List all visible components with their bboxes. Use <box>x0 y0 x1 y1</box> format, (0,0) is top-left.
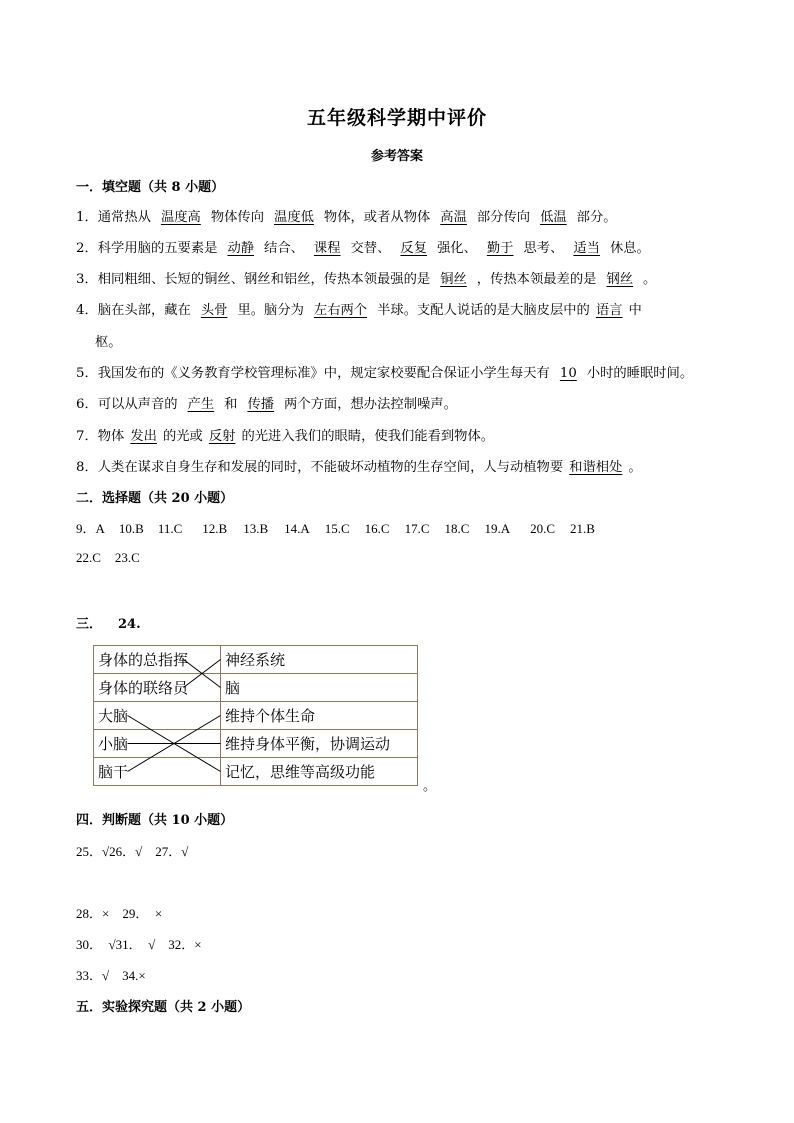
question-5: 5．我国发布的《义务教育学校管理标准》中，规定家校要配合保证小学生每天有 10 小时的睡眠时间。 <box>76 366 694 381</box>
question-3: 3．相同粗细、长短的铜丝、钢丝和铝丝，传热本领最强的是 铜丝 ，传热本领最差的是 钢丝 。 <box>76 268 656 287</box>
mcq-answer: 12.B <box>202 521 228 536</box>
mcq-answer: 21.B <box>570 521 595 536</box>
question-4: 4．脑在头部，藏在 头骨 里。脑分为 左右两个 半球。支配人说话的是大脑皮层中的 语言 中 <box>76 299 642 318</box>
answer-blank: 反射 <box>208 429 236 444</box>
answer-blank: 课程 <box>313 241 341 256</box>
judge-answers-line-4: 33．√ 34.× <box>76 968 146 983</box>
matching-right-cell: 脑 <box>221 674 418 702</box>
question-2: 2．科学用脑的五要素是 动静 结合、 课程 交替、 反复 强化、 勤于 思考、 适当 休息。 <box>76 237 650 256</box>
section-3-heading: 三． 24. <box>76 617 141 632</box>
matching-lines <box>93 645 423 787</box>
mcq-answer: 10.B <box>118 521 144 536</box>
answer-blank: 和谐相处 <box>569 460 623 475</box>
mcq-answer: 22.C <box>76 550 101 565</box>
answer-blank: 适当 <box>573 241 600 256</box>
answer-blank: 产生 <box>187 397 215 412</box>
mcq-answer: 19.A <box>484 521 511 536</box>
section-4-heading: 四．判断题（共 10 小题） <box>76 813 234 828</box>
mcq-answers-row-2 <box>76 550 140 566</box>
answer-blank: 温度高 <box>160 210 201 225</box>
matching-left-cell: 身体的联络员 <box>94 674 221 702</box>
answer-blank: 铜丝 <box>440 272 467 287</box>
answer-blank: 头骨 <box>200 303 228 318</box>
section-1-heading: 一．填空题（共 8 小题） <box>76 180 225 195</box>
answer-blank: 传播 <box>247 397 275 412</box>
answer-blank: 温度低 <box>274 210 314 225</box>
mcq-answer: 14.A <box>284 521 310 536</box>
question-1: 1．通常热从 温度高 物体传向 温度低 物体，或者从物体 高温 部分传向 低温 部分。 <box>76 206 617 225</box>
mcq-answer: 17.C <box>404 521 430 536</box>
mcq-answer: 11.C <box>157 521 183 536</box>
answer-blank: 动静 <box>227 241 255 256</box>
judge-answers-line-2: 28．× 29． × <box>76 906 163 921</box>
answer-blank: 反复 <box>400 241 427 256</box>
judge-answers-line-1: 25．√26．√ 27．√ <box>76 844 189 859</box>
question-8: 8．人类在谋求自身生存和发展的同时，不能破坏动植物的生存空间，人与动植物要 和谐相处 。 <box>76 456 642 475</box>
mcq-answer: 18.C <box>444 521 470 536</box>
mcq-answer: 16.C <box>364 521 390 536</box>
section-2-heading: 二．选择题（共 20 小题） <box>76 491 234 506</box>
matching-right-cell: 维持个体生命 <box>221 702 418 730</box>
matching-diagram <box>93 645 423 787</box>
matching-right-cell: 维持身体平衡，协调运动 <box>221 730 418 758</box>
answer-blank: 左右两个 <box>313 303 368 318</box>
matching-right-cell: 神经系统 <box>221 646 418 674</box>
mcq-answer: 9．A <box>76 521 105 536</box>
period-mark: 。 <box>423 779 437 794</box>
question-4-continued: 枢。 <box>95 335 122 350</box>
page-title: 五年级科学期中评价 <box>306 107 487 129</box>
answer-blank: 10 <box>559 366 577 381</box>
answer-blank: 低温 <box>540 210 567 225</box>
mcq-answers-row-1 <box>76 518 595 537</box>
judge-answers-line-3: 30． √31． √ 32．× <box>76 937 202 952</box>
matching-left-cell: 小脑 <box>94 730 221 758</box>
matching-left-cell: 脑干 <box>94 758 221 786</box>
section-5-heading: 五．实验探究题（共 2 小题） <box>76 1000 251 1015</box>
answer-blank: 发出 <box>130 429 157 444</box>
matching-left-cell: 大脑 <box>94 702 221 730</box>
mcq-answer: 13.B <box>243 521 269 536</box>
mcq-answer: 15.C <box>324 521 350 536</box>
mcq-answer: 23.C <box>114 550 140 565</box>
answer-blank: 语言 <box>595 303 623 318</box>
question-number: 24. <box>118 617 141 632</box>
page-subtitle: 参考答案 <box>370 149 423 164</box>
question-6: 6．可以从声音的 产生 和 传播 两个方面，想办法控制噪声。 <box>76 393 457 412</box>
question-7: 7．物体 发出 的光或 反射 的光进入我们的眼睛，使我们能看到物体。 <box>76 425 494 444</box>
answer-blank: 钢丝 <box>606 272 634 287</box>
answer-blank: 高温 <box>440 210 467 225</box>
answer-blank: 勤于 <box>486 241 514 256</box>
mcq-answer: 20.C <box>530 521 555 536</box>
matching-right-cell: 记忆，思维等高级功能 <box>221 758 418 786</box>
matching-left-cell: 身体的总指挥 <box>94 646 221 674</box>
